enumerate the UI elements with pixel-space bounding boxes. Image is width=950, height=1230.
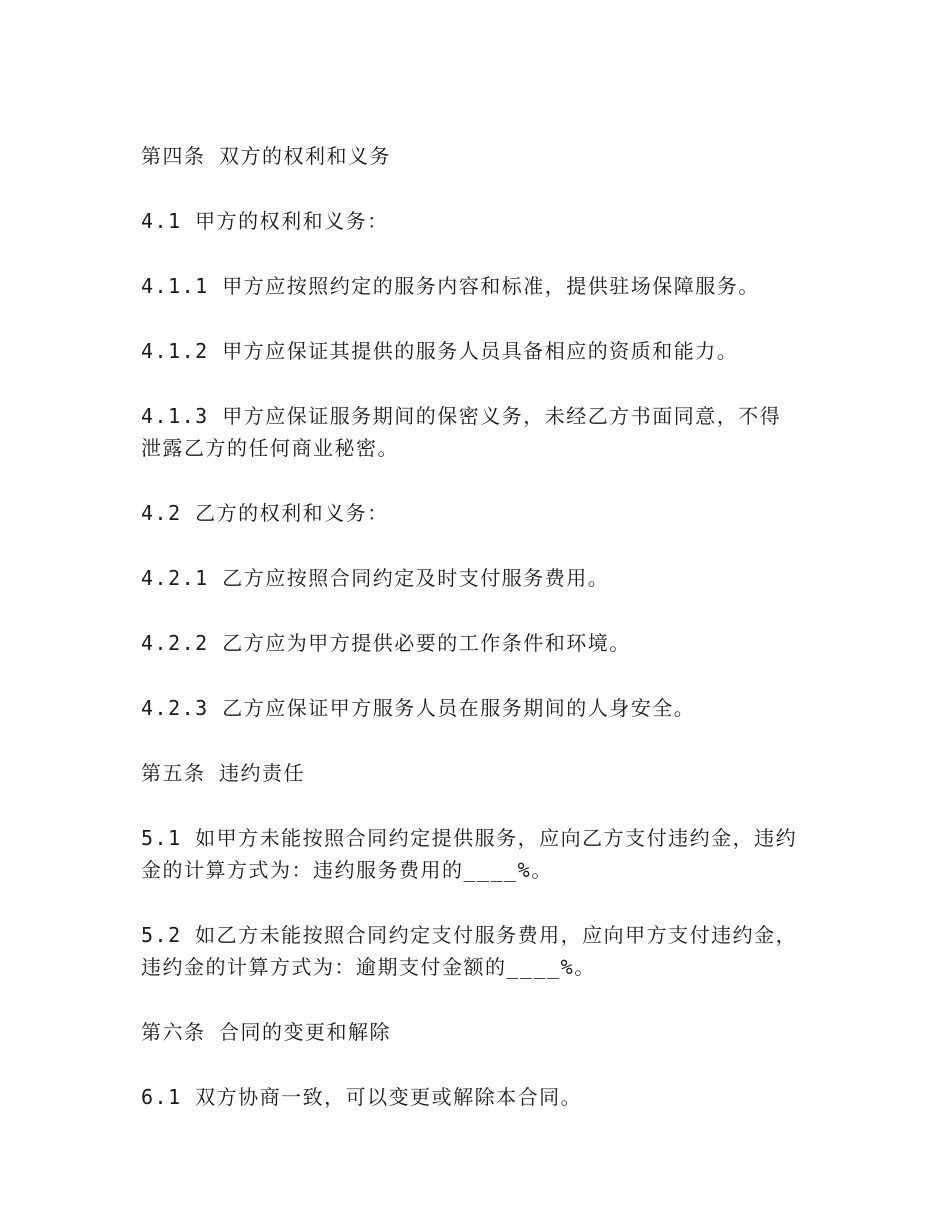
clause-4-2-heading: 4.2 乙方的权利和义务： — [141, 501, 389, 525]
clause-4-2-2: 4.2.2 乙方应为甲方提供必要的工作条件和环境。 — [141, 631, 631, 655]
clause-4-1-3: 4.1.3 甲方应保证服务期间的保密义务，未经乙方书面同意，不得泄露乙方的任何商业秘密。 — [141, 404, 782, 460]
article-5-heading: 第五条 违约责任 — [141, 761, 306, 785]
clause-4-2-1: 4.2.1 乙方应按照合同约定及时支付服务费用。 — [141, 566, 610, 590]
clause-4-1-heading: 4.1 甲方的权利和义务： — [141, 209, 389, 233]
clause-4-1-1: 4.1.1 甲方应按照约定的服务内容和标准，提供驻场保障服务。 — [141, 274, 760, 298]
article-6-heading: 第六条 合同的变更和解除 — [141, 1020, 392, 1044]
document-body — [141, 140, 801, 1146]
clause-4-2-3: 4.2.3 乙方应保证甲方服务人员在服务期间的人身安全。 — [141, 696, 696, 720]
article-4-heading: 第四条 双方的权利和义务 — [141, 144, 392, 168]
clause-5-1: 5.1 如甲方未能按照合同约定提供服务，应向乙方支付违约金，违约金的计算方式为：违约服务费用的____%。 — [141, 826, 798, 882]
clause-5-2: 5.2 如乙方未能按照合同约定支付服务费用，应向甲方支付违约金，违约金的计算方式为：逾期支付金额的____%。 — [141, 923, 798, 979]
clause-6-1: 6.1 双方协商一致，可以变更或解除本合同。 — [141, 1085, 583, 1109]
clause-4-1-2: 4.1.2 甲方应保证其提供的服务人员具备相应的资质和能力。 — [141, 339, 739, 363]
